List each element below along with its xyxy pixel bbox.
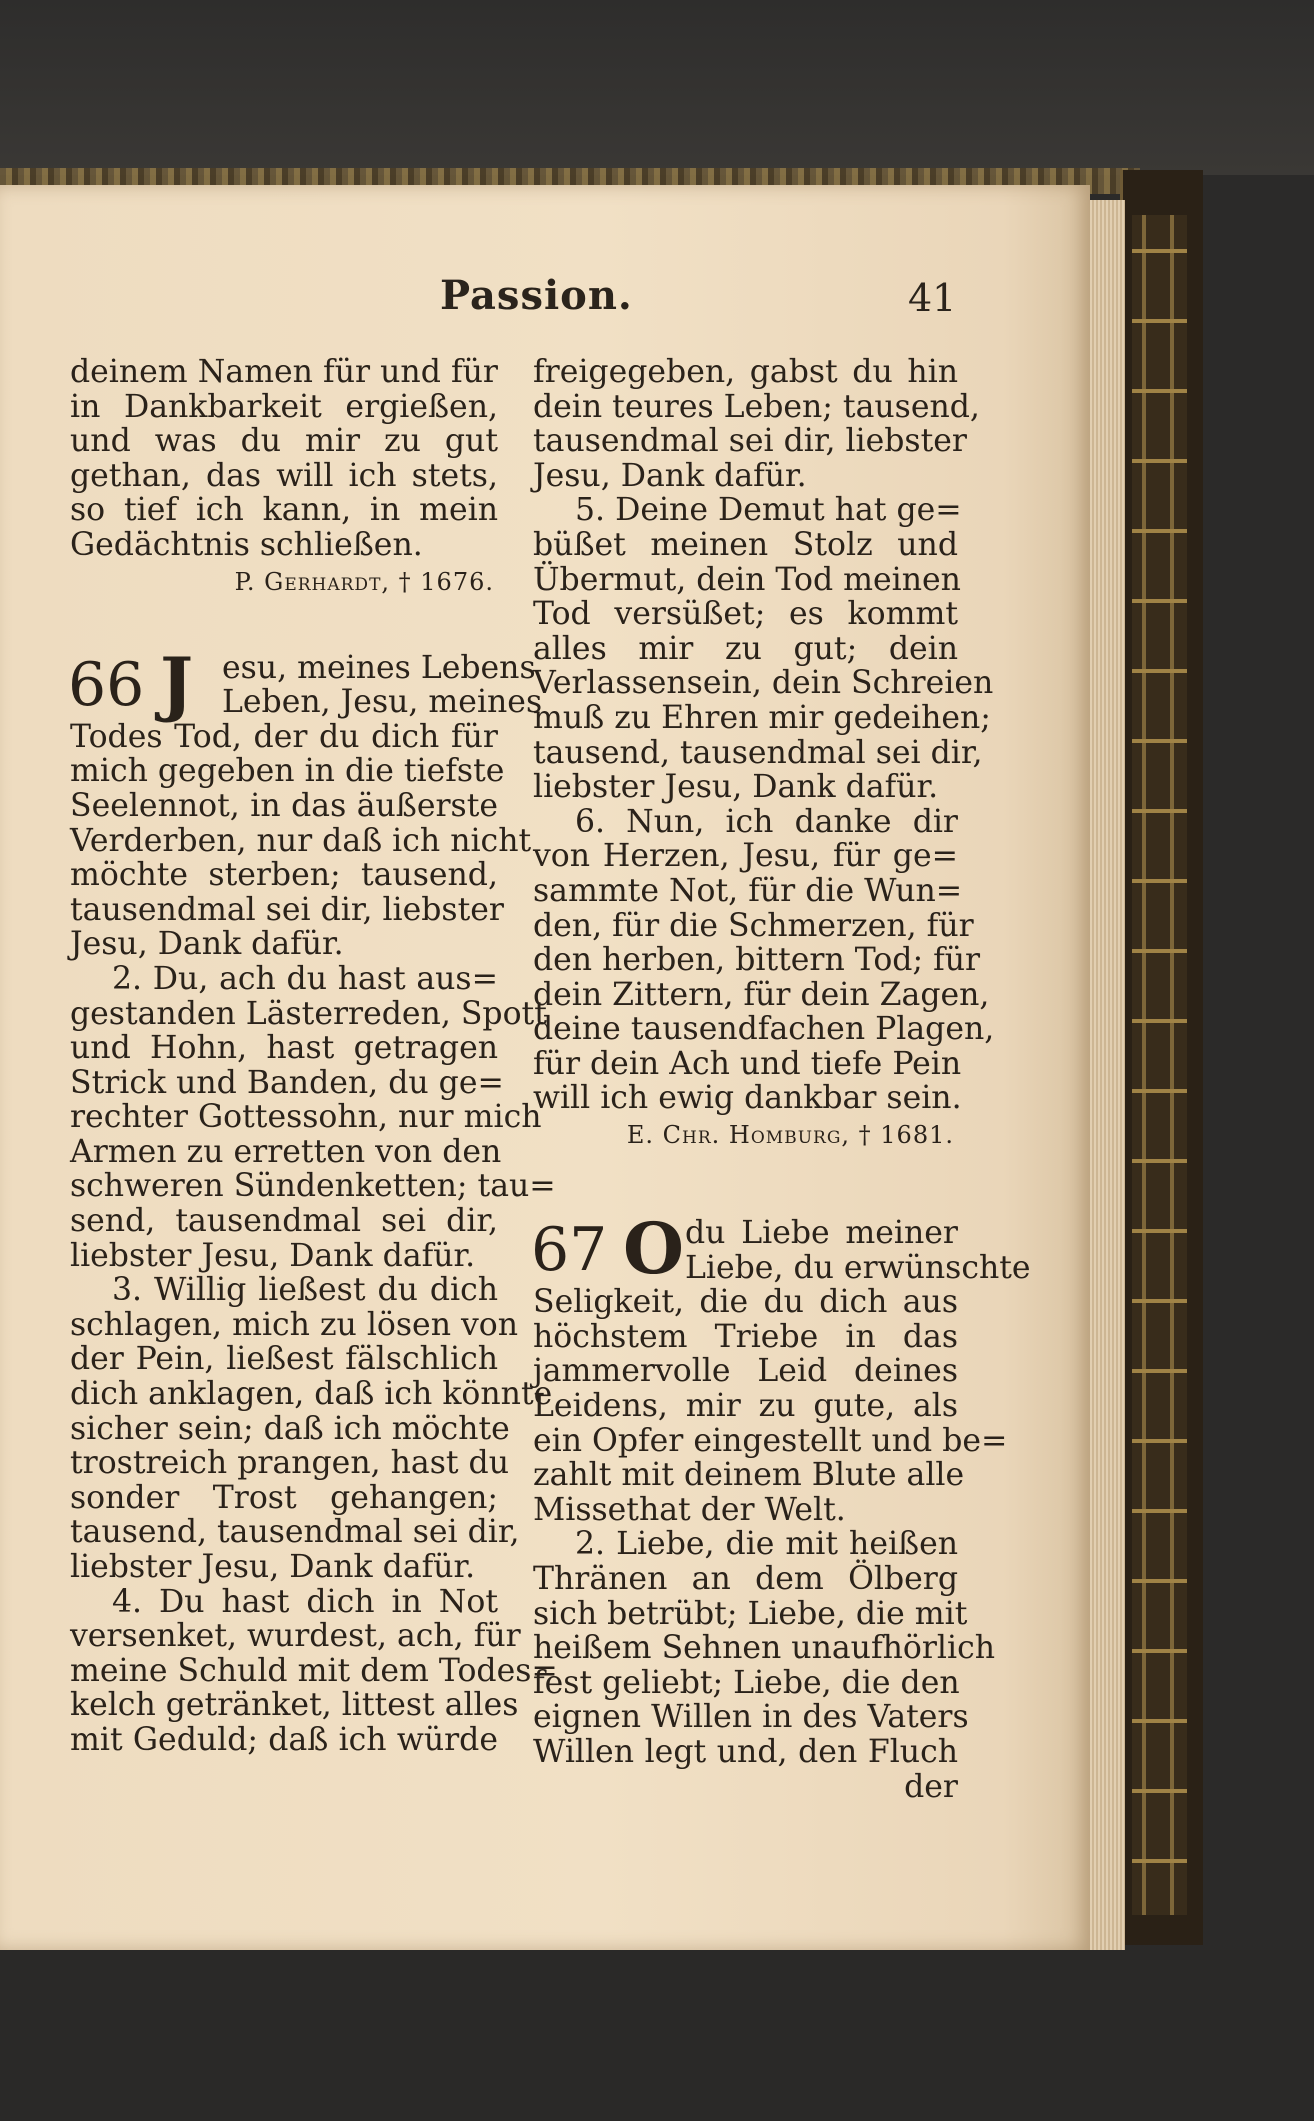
verse-start: 2. Du, ach du hast aus=	[112, 960, 498, 997]
text-line: Strick und Banden, du ge=	[70, 1064, 504, 1101]
verse-start: 3. Willig ließest du dich	[112, 1272, 498, 1309]
text-line: mich gegeben in die tiefste	[70, 753, 505, 790]
hymn-attribution: P. Gerhardt, † 1676.	[234, 567, 494, 596]
text-line: liebster Jesu, Dank dafür.	[70, 1237, 476, 1274]
text-line: sich betrübt; Liebe, die mit	[533, 1595, 968, 1632]
text-line: Verderben, nur daß ich nicht	[70, 822, 532, 859]
text-line: der Pein, ließest fälschlich	[70, 1341, 498, 1378]
text-line: liebster Jesu, Dank dafür.	[533, 769, 939, 806]
text-line: versenket, wurdest, ach, für	[70, 1618, 521, 1655]
text-line: will ich ewig dankbar sein.	[533, 1080, 962, 1117]
spine-ornament	[1132, 215, 1187, 1915]
text-line: freigegeben, gabst du hin	[533, 354, 958, 390]
verse-start: 5. Deine Demut hat ge=	[575, 492, 962, 529]
text-line: schweren Sündenketten; tau=	[70, 1168, 556, 1205]
text-line: Seelennot, in das äußerste	[70, 787, 498, 824]
hymn-number: 66	[68, 649, 145, 720]
text-line: sicher sein; daß ich möchte	[70, 1410, 510, 1447]
text-line: sonder Trost gehangen;	[70, 1479, 498, 1516]
text-line: schlagen, mich zu lösen von	[70, 1306, 519, 1343]
right-column	[531, 354, 1031, 1805]
hymn-66-opening	[68, 641, 543, 725]
text-line: Willen legt und, den Fluch	[533, 1733, 958, 1770]
text-line: Liebe, du erwünschte	[685, 1249, 1031, 1286]
text-line: für dein Ach und tiefe Pein	[533, 1045, 962, 1082]
text-line: du Liebe meiner	[685, 1215, 958, 1252]
text-line: und was du mir zu gut	[70, 423, 498, 460]
page-number: 41	[908, 276, 957, 320]
text-line: und Hohn, hast getragen	[70, 1030, 498, 1067]
text-line: dein teures Leben; tausend,	[533, 388, 980, 425]
text-line: den herben, bittern Tod; für	[533, 942, 981, 979]
text-line: Todes Tod, der du dich für	[70, 718, 498, 755]
text-line: meine Schuld mit dem Todes=	[70, 1652, 558, 1689]
text-line: eignen Willen in des Vaters	[533, 1699, 969, 1736]
running-header-title: Passion.	[440, 272, 633, 319]
text-line: deinem Namen für und für	[70, 354, 498, 390]
text-line: gestanden Lästerreden, Spott	[70, 995, 547, 1032]
text-line: sammte Not, für die Wun=	[533, 872, 963, 909]
text-line: büßet meinen Stolz und	[533, 526, 958, 563]
text-line: trostreich prangen, hast du	[70, 1445, 509, 1482]
text-line: Leben, Jesu, meines	[222, 684, 543, 721]
spacer	[533, 1152, 958, 1216]
left-column	[68, 354, 558, 1758]
text-line: Verlassensein, dein Schreien	[533, 665, 994, 702]
text-line: Gedächtnis schließen.	[70, 526, 423, 563]
text-line: ein Opfer eingestellt und be=	[533, 1422, 1008, 1459]
text-line: jammervolle Leid deines	[533, 1353, 958, 1390]
text-line: heißem Sehnen unaufhörlich	[533, 1630, 995, 1667]
text-line: fest geliebt; Liebe, die den	[533, 1664, 960, 1701]
text-line: tausend, tausendmal sei dir,	[533, 734, 983, 771]
text-line: Jesu, Dank dafür.	[70, 926, 344, 963]
verse-start: 6. Nun, ich danke dir	[575, 803, 958, 840]
hymn-number: 67	[531, 1215, 608, 1286]
text-line: Armen zu erretten von den	[70, 1133, 502, 1170]
spacer	[70, 599, 498, 651]
verse-start: 2. Liebe, die mit heißen	[575, 1526, 958, 1563]
text-line: esu, meines Lebens	[222, 649, 536, 686]
background-bottom	[0, 1950, 1314, 2121]
text-line: kelch getränket, littest alles	[70, 1687, 519, 1724]
text-line: zahlt mit deinem Blute alle	[533, 1457, 965, 1494]
text-line: Thränen an dem Ölberg	[533, 1561, 958, 1597]
text-line: dein Zittern, für dein Zagen,	[533, 976, 990, 1013]
background-top	[0, 0, 1314, 175]
text-line: tausendmal sei dir, liebster	[70, 891, 504, 928]
text-line: rechter Gottessohn, nur mich	[70, 1099, 542, 1136]
text-line: gethan, das will ich stets,	[70, 457, 498, 494]
text-line: send, tausendmal sei dir,	[70, 1203, 498, 1240]
text-line: liebster Jesu, Dank dafür.	[70, 1549, 476, 1585]
text-line: möchte sterben; tausend,	[70, 857, 498, 894]
hymn-67-opening	[531, 1207, 1031, 1291]
catchword: der	[904, 1768, 958, 1805]
drop-initial: J	[160, 641, 194, 725]
text-line: mit Geduld; daß ich würde	[70, 1721, 498, 1758]
text-line: dich anklagen, daß ich könnte	[70, 1376, 553, 1413]
text-line: tausendmal sei dir, liebster	[533, 423, 967, 460]
text-line: alles mir zu gut; dein	[533, 630, 958, 667]
text-line: den, für die Schmerzen, für	[533, 907, 974, 944]
drop-initial: O	[623, 1207, 684, 1291]
text-line: so tief ich kann, in mein	[70, 492, 498, 529]
text-line: tausend, tausendmal sei dir,	[70, 1514, 520, 1551]
text-line: muß zu Ehren mir gedeihen;	[533, 699, 991, 736]
text-line: Tod versüßet; es kommt	[533, 596, 958, 633]
text-line: deine tausendfachen Plagen,	[533, 1011, 995, 1048]
verse-start: 4. Du hast dich in Not	[112, 1583, 498, 1620]
text-line: in Dankbarkeit ergießen,	[70, 388, 498, 425]
text-line: Übermut, dein Tod meinen	[533, 561, 961, 598]
text-line: Jesu, Dank dafür.	[533, 457, 807, 494]
text-line: Missethat der Welt.	[533, 1491, 846, 1528]
hymn-attribution: E. Chr. Homburg, † 1681.	[626, 1121, 954, 1150]
text-line: Leidens, mir zu gute, als	[533, 1388, 958, 1425]
text-line: höchstem Triebe in das	[533, 1318, 958, 1355]
text-line: Seligkeit, die du dich aus	[533, 1284, 958, 1321]
text-line: von Herzen, Jesu, für ge=	[533, 838, 958, 875]
